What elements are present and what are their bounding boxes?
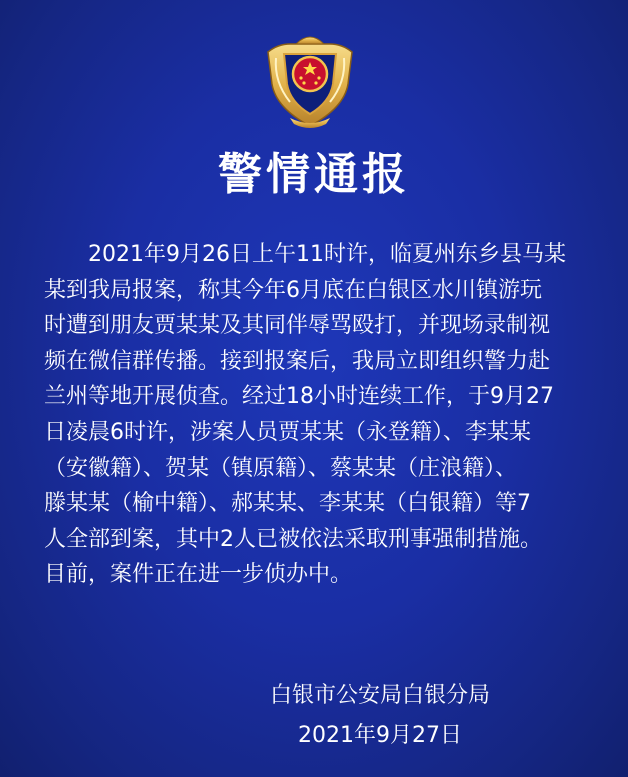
issue-date: 2021年9月27日 [298, 723, 462, 748]
body-line: 人全部到案，其中2人已被依法采取刑事强制措施。 [44, 526, 542, 552]
body-line: （安徽籍）、贺某（镇原籍）、蔡某某（庄浪籍）、 [44, 455, 518, 481]
body-line: 日凌晨6时许，涉案人员贾某某（永登籍）、李某某 [44, 419, 531, 445]
issuing-organization: 白银市公安局白银分局 [269, 683, 490, 708]
body-line: 2021年9月26日上午11时许，临夏州东乡县马某 [88, 242, 566, 267]
body-line: 目前，案件正在进一步侦办中。 [44, 562, 353, 588]
body-line: 时遭到朋友贾某某及其同伴辱骂殴打，并现场录制视 [44, 313, 551, 339]
body-line: 频在微信群传播。接到报案后，我局立即组织警力赴 [44, 348, 551, 374]
notice-body [44, 237, 588, 593]
police-badge-icon [260, 22, 360, 132]
body-line: 滕某某（榆中籍）、郝某某、李某某（白银籍）等7 [44, 491, 531, 517]
body-line: 某到我局报案，称其今年6月底在白银区水川镇游玩 [44, 277, 542, 303]
page-title: 警情通报 [218, 149, 410, 200]
signature-block [250, 676, 510, 756]
police-emblem [260, 22, 360, 132]
body-line: 兰州等地开展侦查。经过18小时连续工作，于9月27 [44, 384, 554, 410]
